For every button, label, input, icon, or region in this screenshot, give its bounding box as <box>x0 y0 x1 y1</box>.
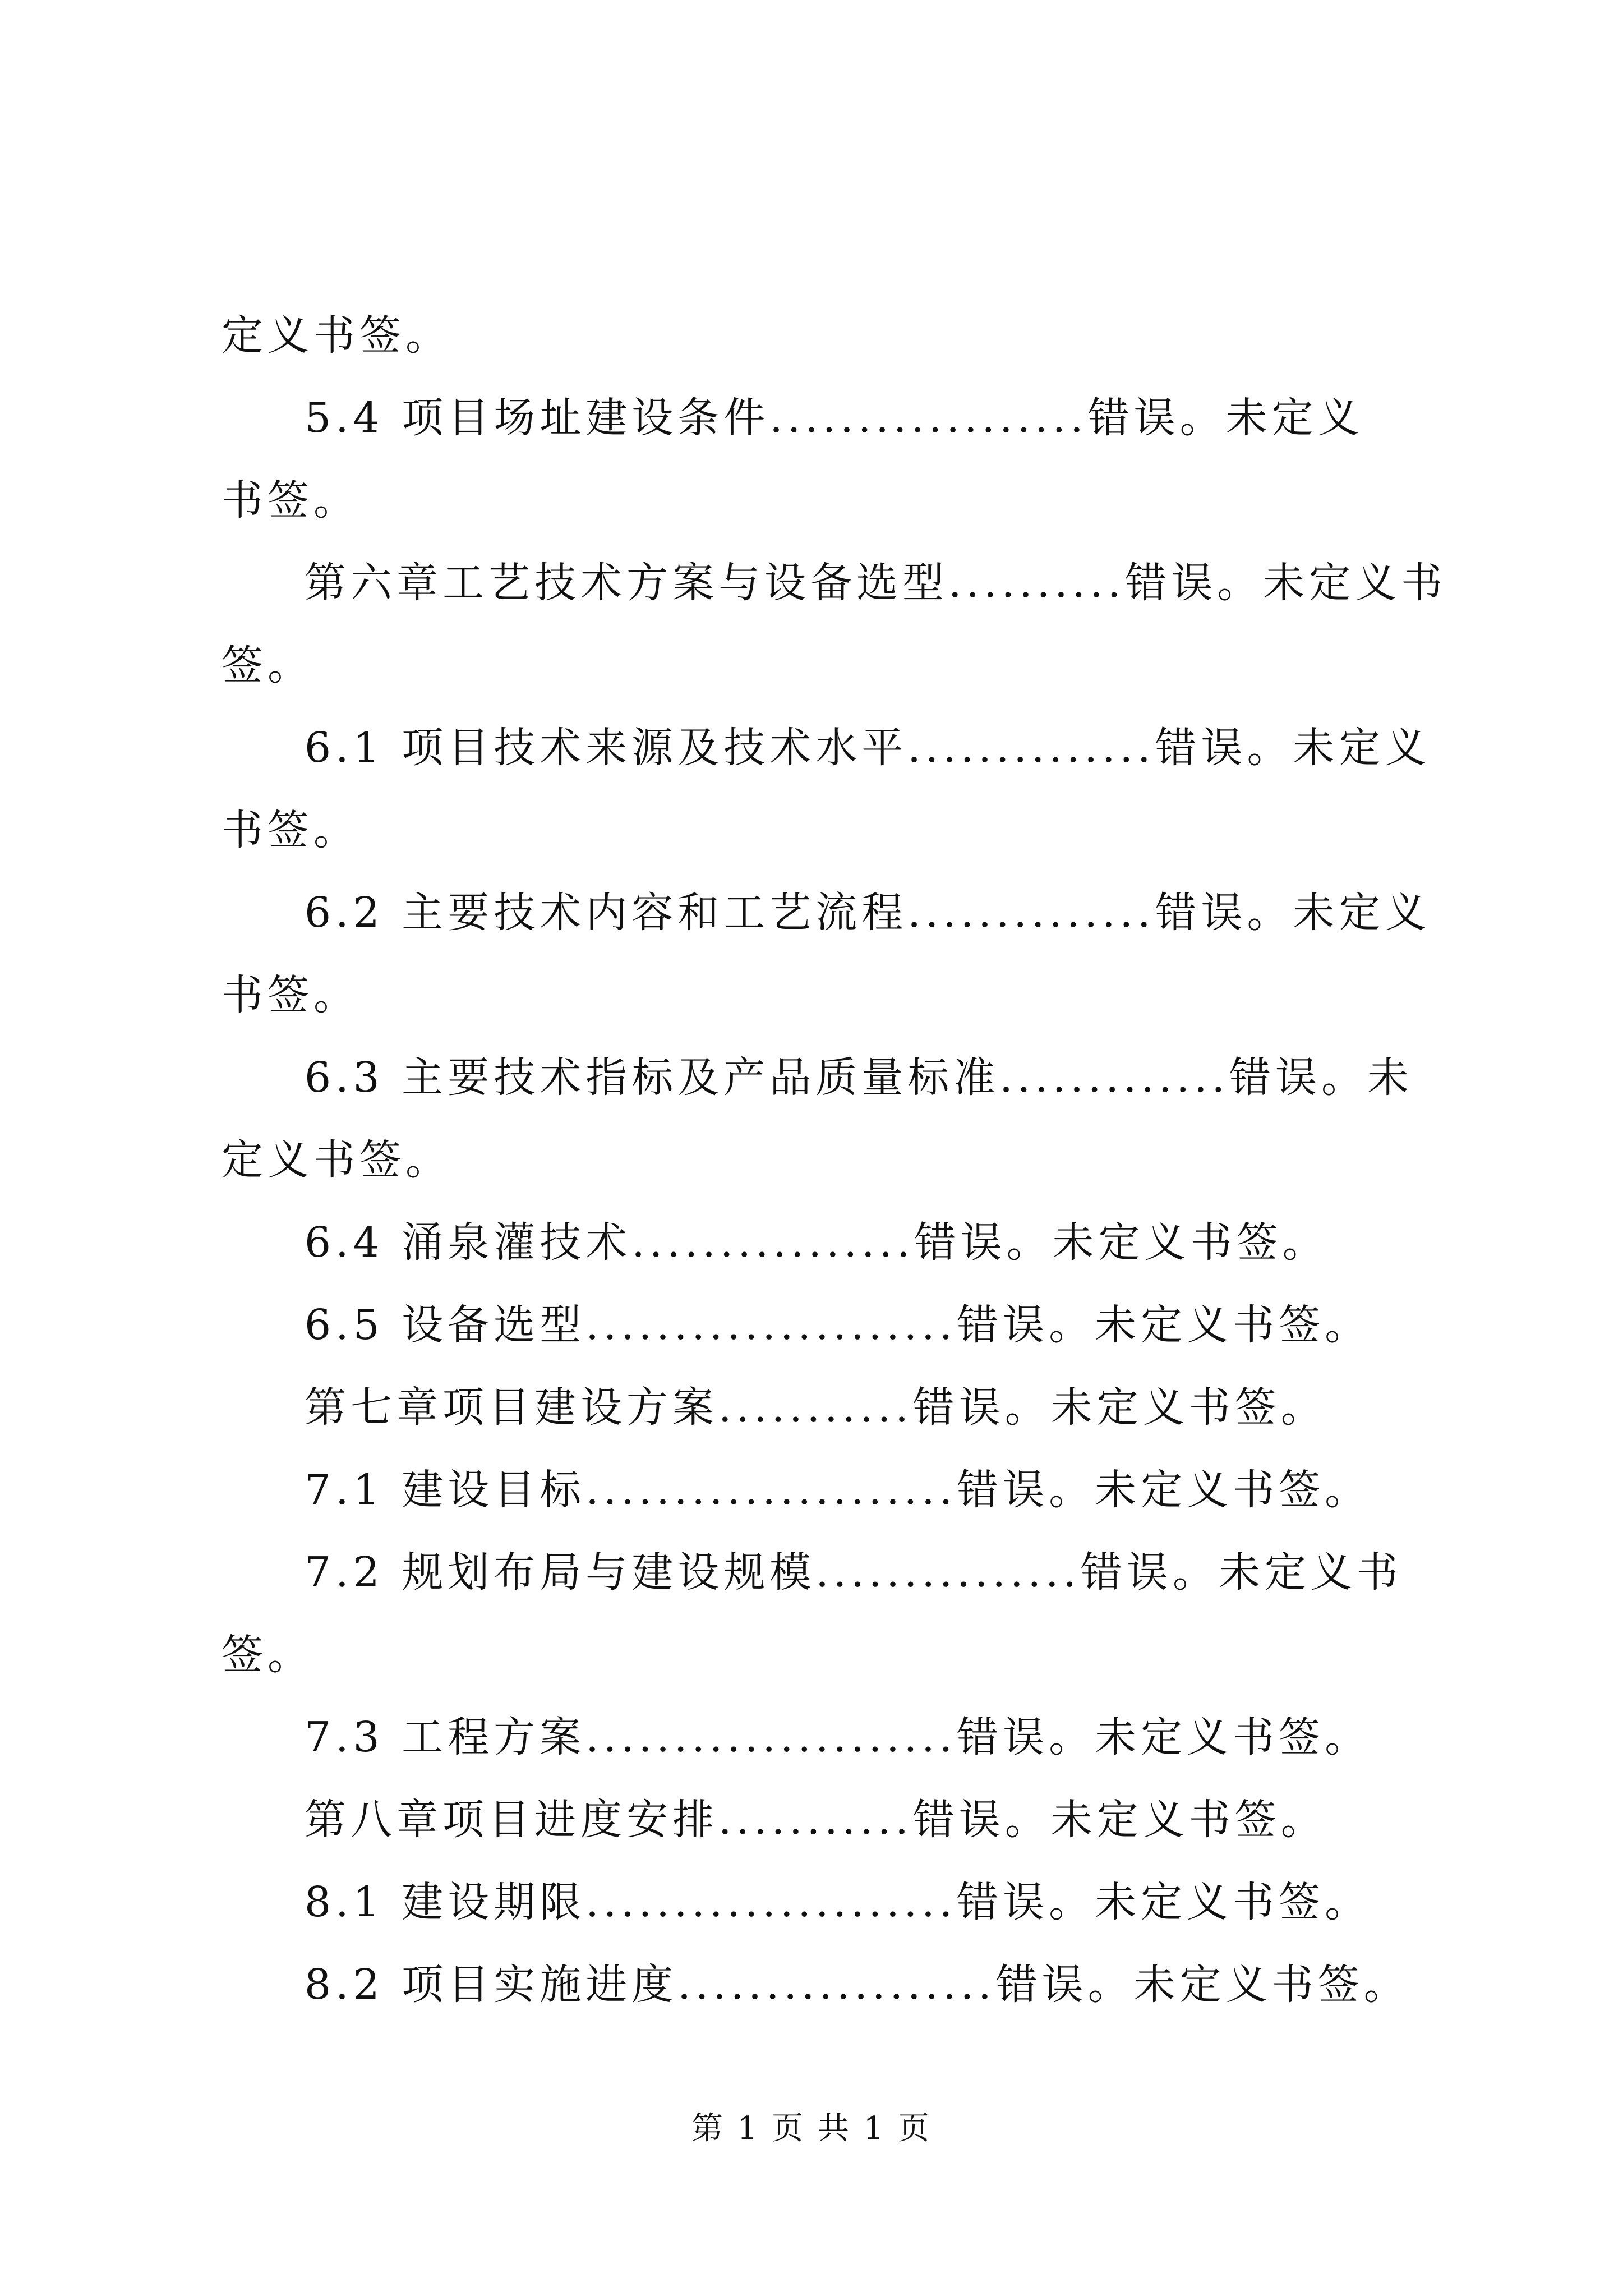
toc-line: 第七章项目建设方案...........错误。未定义书签。 <box>305 1383 1327 1432</box>
toc-line: 签。 <box>222 641 313 689</box>
toc-line: 签。 <box>222 1631 313 1679</box>
toc-line: 书签。 <box>222 806 359 854</box>
toc-line: 7.3 工程方案.....................错误。未定义书签。 <box>305 1713 1371 1761</box>
toc-line: 8.2 项目实施进度..................错误。未定义书签。 <box>305 1961 1410 2009</box>
toc-line: 定义书签。 <box>222 1136 451 1184</box>
toc-line: 7.1 建设目标.....................错误。未定义书签。 <box>305 1466 1371 1514</box>
toc-line: 6.1 项目技术来源及技术水平..............错误。未定义 <box>305 724 1431 772</box>
toc-line: 第八章项目进度安排...........错误。未定义书签。 <box>305 1796 1327 1844</box>
toc-line: 5.4 项目场址建设条件..................错误。未定义 <box>305 394 1364 442</box>
toc-line: 书签。 <box>222 476 359 524</box>
toc-line: 6.4 涌泉灌技术................错误。未定义书签。 <box>305 1218 1329 1267</box>
toc-line: 定义书签。 <box>222 311 451 360</box>
toc-line: 6.3 主要技术指标及产品质量标准.............错误。未 <box>305 1053 1413 1102</box>
toc-line: 7.2 规划布局与建设规模...............错误。未定义书 <box>305 1548 1403 1596</box>
page-footer: 第 1 页 共 1 页 <box>691 2110 932 2147</box>
toc-line: 6.5 设备选型.....................错误。未定义书签。 <box>305 1301 1371 1349</box>
toc-line: 6.2 主要技术内容和工艺流程..............错误。未定义 <box>305 889 1431 937</box>
toc-content <box>222 295 1447 2026</box>
toc-line: 8.1 建设期限.....................错误。未定义书签。 <box>305 1878 1371 1926</box>
toc-line: 第六章工艺技术方案与设备选型..........错误。未定义书 <box>305 559 1447 607</box>
toc-line: 书签。 <box>222 971 359 1019</box>
